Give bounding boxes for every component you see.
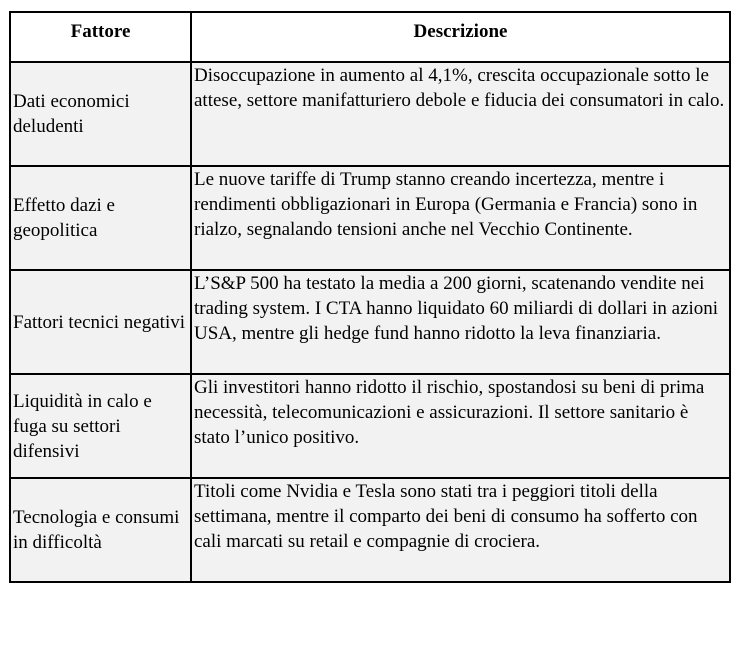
header-row: [10, 12, 730, 62]
table-header: [10, 12, 730, 62]
description-cell: Le nuove tariffe di Trump stanno creando incertezza, mentre i rendimenti obbligazionari in Europa (Germania e Francia) sono in rialzo, segnalando tensioni anche nel Vecchio Continente.: [191, 166, 730, 270]
table-body: [10, 62, 730, 582]
description-cell: Disoccupazione in aumento al 4,1%, crescita occupazionale sotto le attese, settore manifatturiero debole e fiducia dei consumatori in calo.: [191, 62, 730, 166]
description-cell: L’S&P 500 ha testato la media a 200 giorni, scatenando vendite nei trading system. I CTA hanno liquidato 60 miliardi di dollari in azioni USA, mentre gli hedge fund hanno ridotto la leva finanziaria.: [191, 270, 730, 374]
table-row: [10, 374, 730, 478]
factor-cell: Dati economici deludenti: [10, 62, 191, 166]
factor-cell: Fattori tecnici negativi: [10, 270, 191, 374]
header-factor: Fattore: [10, 12, 191, 62]
table-row: [10, 478, 730, 582]
factor-cell: Tecnologia e consumi in difficoltà: [10, 478, 191, 582]
table-row: [10, 62, 730, 166]
header-description: Descrizione: [191, 12, 730, 62]
factor-cell: Liquidità in calo e fuga su settori difensivi: [10, 374, 191, 478]
description-cell: Titoli come Nvidia e Tesla sono stati tra i peggiori titoli della settimana, mentre il comparto dei beni di consumo ha sofferto con cali marcati su retail e compagnie di crociera.: [191, 478, 730, 582]
table-row: [10, 270, 730, 374]
factors-table: [9, 11, 731, 583]
description-cell: Gli investitori hanno ridotto il rischio, spostandosi su beni di prima necessità, telecomunicazioni e assicurazioni. Il settore sanitario è stato l’unico positivo.: [191, 374, 730, 478]
table-row: [10, 166, 730, 270]
factor-cell: Effetto dazi e geopolitica: [10, 166, 191, 270]
